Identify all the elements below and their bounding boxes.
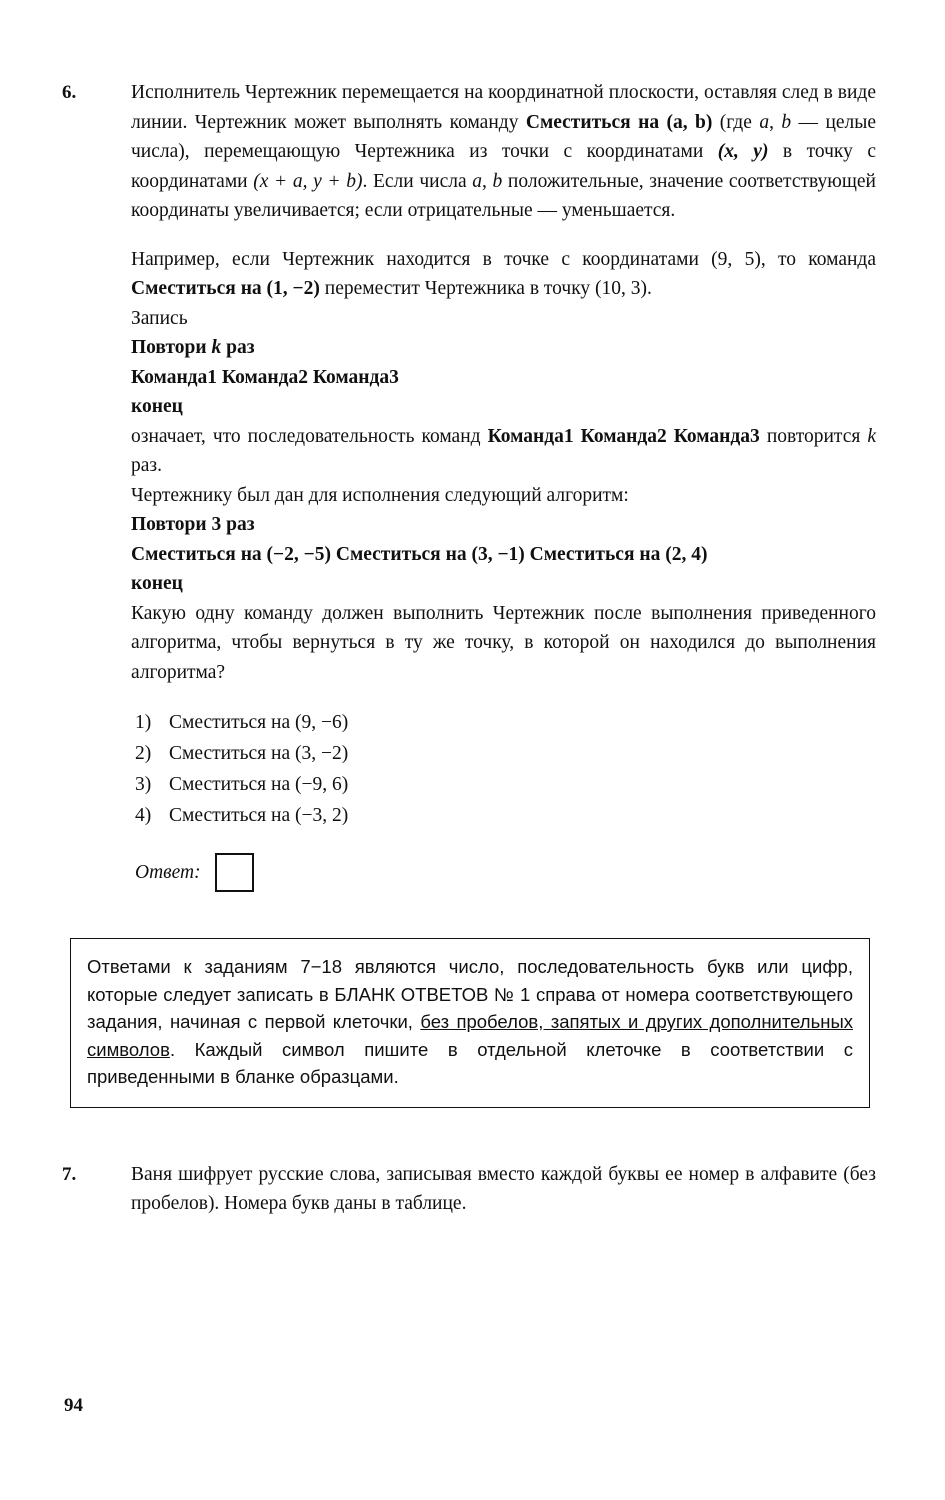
- task-6-para1-part6: положительные, значение соответствующей координаты увеличивается; если отрицательные — уменьшается.: [131, 170, 876, 221]
- task-6-zapis: Запись: [131, 307, 188, 329]
- task-6-var-a2: a: [472, 170, 482, 192]
- task-6-means-commands: Команда1 Команда2 Команда3: [487, 425, 760, 447]
- option-3-index: 3): [135, 774, 152, 795]
- task-6-commands-bold: Команда1 Команда2 Команда3: [131, 366, 399, 388]
- page-content: [62, 78, 882, 1219]
- task-6-var-b1: b: [781, 111, 792, 133]
- task-6-var-a1: a: [759, 111, 770, 133]
- option-1[interactable]: [135, 707, 876, 738]
- task-7: [62, 1160, 882, 1219]
- instructions-text: [87, 953, 853, 1091]
- task-6-repeat-k: [131, 333, 876, 363]
- option-2-index: 2): [135, 743, 152, 764]
- task-6-paragraph-1: [131, 78, 876, 226]
- task-6-para2-part1: Например, если Чертежник находится в точке с координатами (9, 5), то команда: [131, 248, 876, 270]
- task-6-para2-part2: переместит Чертежника в точку (10, 3).: [319, 278, 652, 299]
- task-6-repeat-k-var: k: [211, 337, 222, 358]
- task-6-means-k: k: [867, 425, 876, 447]
- instructions-box: [70, 938, 870, 1108]
- task-6-algo-line-bold: Сместиться на (−2, −5) Сместиться на (3, −1) Сместиться на (2, 4): [131, 543, 708, 565]
- task-7-number: 7.: [62, 1163, 77, 1185]
- task-7-text: Ваня шифрует русские слова, записывая вместо каждой буквы ее номер в алфавите (без пробелов). Номера букв даны в таблице.: [131, 1163, 876, 1214]
- task-6-paragraph-2: [131, 245, 876, 304]
- option-4[interactable]: [135, 800, 876, 831]
- option-4-text: Сместиться на (−3, 2): [169, 805, 349, 826]
- answer-input-box[interactable]: [215, 853, 254, 892]
- task-6: [62, 78, 882, 892]
- option-4-index: 4): [135, 805, 152, 826]
- task-6-algo-line: [131, 540, 876, 570]
- task-6-comma1: ,: [769, 111, 782, 133]
- instructions-underlined: без пробелов, запятых и других дополнительных символов: [87, 1011, 853, 1060]
- task-6-para1-part2: (где: [712, 111, 760, 133]
- answer-row: [135, 853, 876, 892]
- task-6-repeat-k-post: раз: [221, 337, 255, 358]
- option-3-text: Сместиться на (−9, 6): [169, 774, 349, 795]
- task-7-body: [131, 1160, 876, 1219]
- task-6-body: [131, 78, 876, 892]
- task-6-end-1: [131, 392, 876, 422]
- task-6-repeat-3: [131, 510, 876, 540]
- page-number: 94: [64, 1395, 83, 1416]
- task-6-para1-part4: в точку с координатами: [131, 141, 876, 192]
- task-6-end-bold-2: конец: [131, 573, 183, 594]
- task-6-number: 6.: [62, 82, 77, 103]
- answer-label: Ответ:: [135, 861, 201, 883]
- instructions-part2: . Каждый символ пишите в отдельной клеточке в соответствии с приведенными в бланке образцами.: [87, 1038, 853, 1087]
- task-6-means-part3: раз.: [131, 455, 162, 476]
- task-6-question: Какую одну команду должен выполнить Чертежник после выполнения приведенного алгоритма, чтобы вернуться в ту же точку, в которой он находился до выполнения алгоритма?: [131, 602, 876, 683]
- task-6-repeat-3-bold: Повтори 3 раз: [131, 514, 255, 535]
- task-6-command-bold: Сместиться на (a, b): [525, 111, 713, 133]
- option-2-text: Сместиться на (3, −2): [169, 743, 349, 764]
- task-6-means-part2: повторится: [759, 425, 868, 447]
- task-6-para2-command: Сместиться на (1, −2): [131, 278, 320, 299]
- task-6-means-part1: означает, что последовательность команд: [131, 425, 488, 447]
- task-6-para1-part1: Исполнитель Чертежник перемещается на координатной плоскости, оставляя след в виде линии. Чертежник может выполнять команду: [131, 82, 876, 133]
- task-6-para1-part3: — целые числа), перемещающую Чертежника из точки с координатами: [131, 111, 877, 162]
- task-6-commands-line: [131, 363, 876, 393]
- task-6-para1-part5: . Если числа: [362, 170, 473, 192]
- task-6-comma2: ,: [482, 170, 493, 192]
- task-6-repeat-k-pre: Повтори: [131, 337, 212, 358]
- option-3[interactable]: [135, 769, 876, 800]
- option-1-index: 1): [135, 712, 152, 733]
- task-6-end-2: [131, 569, 876, 599]
- task-6-var-b2: b: [492, 170, 503, 192]
- task-6-means: [131, 422, 876, 481]
- task-6-algo-intro: Чертежнику был дан для исполнения следующий алгоритм:: [131, 484, 629, 506]
- option-1-text: Сместиться на (9, −6): [169, 712, 349, 733]
- task-6-options: [135, 707, 876, 831]
- option-2[interactable]: [135, 738, 876, 769]
- task-6-coords-xy: (x, y): [717, 141, 769, 162]
- instructions-part1: Ответами к заданиям 7−18 являются число, последовательность букв или цифр, которые следует записать в БЛАНК ОТВЕТОВ № 1 справа от номера соответствующего задания, начиная с первой клеточки,: [87, 956, 853, 1032]
- task-6-end-bold-1: конец: [131, 396, 183, 417]
- task-6-coords-xayb: (x + a, y + b): [253, 170, 363, 192]
